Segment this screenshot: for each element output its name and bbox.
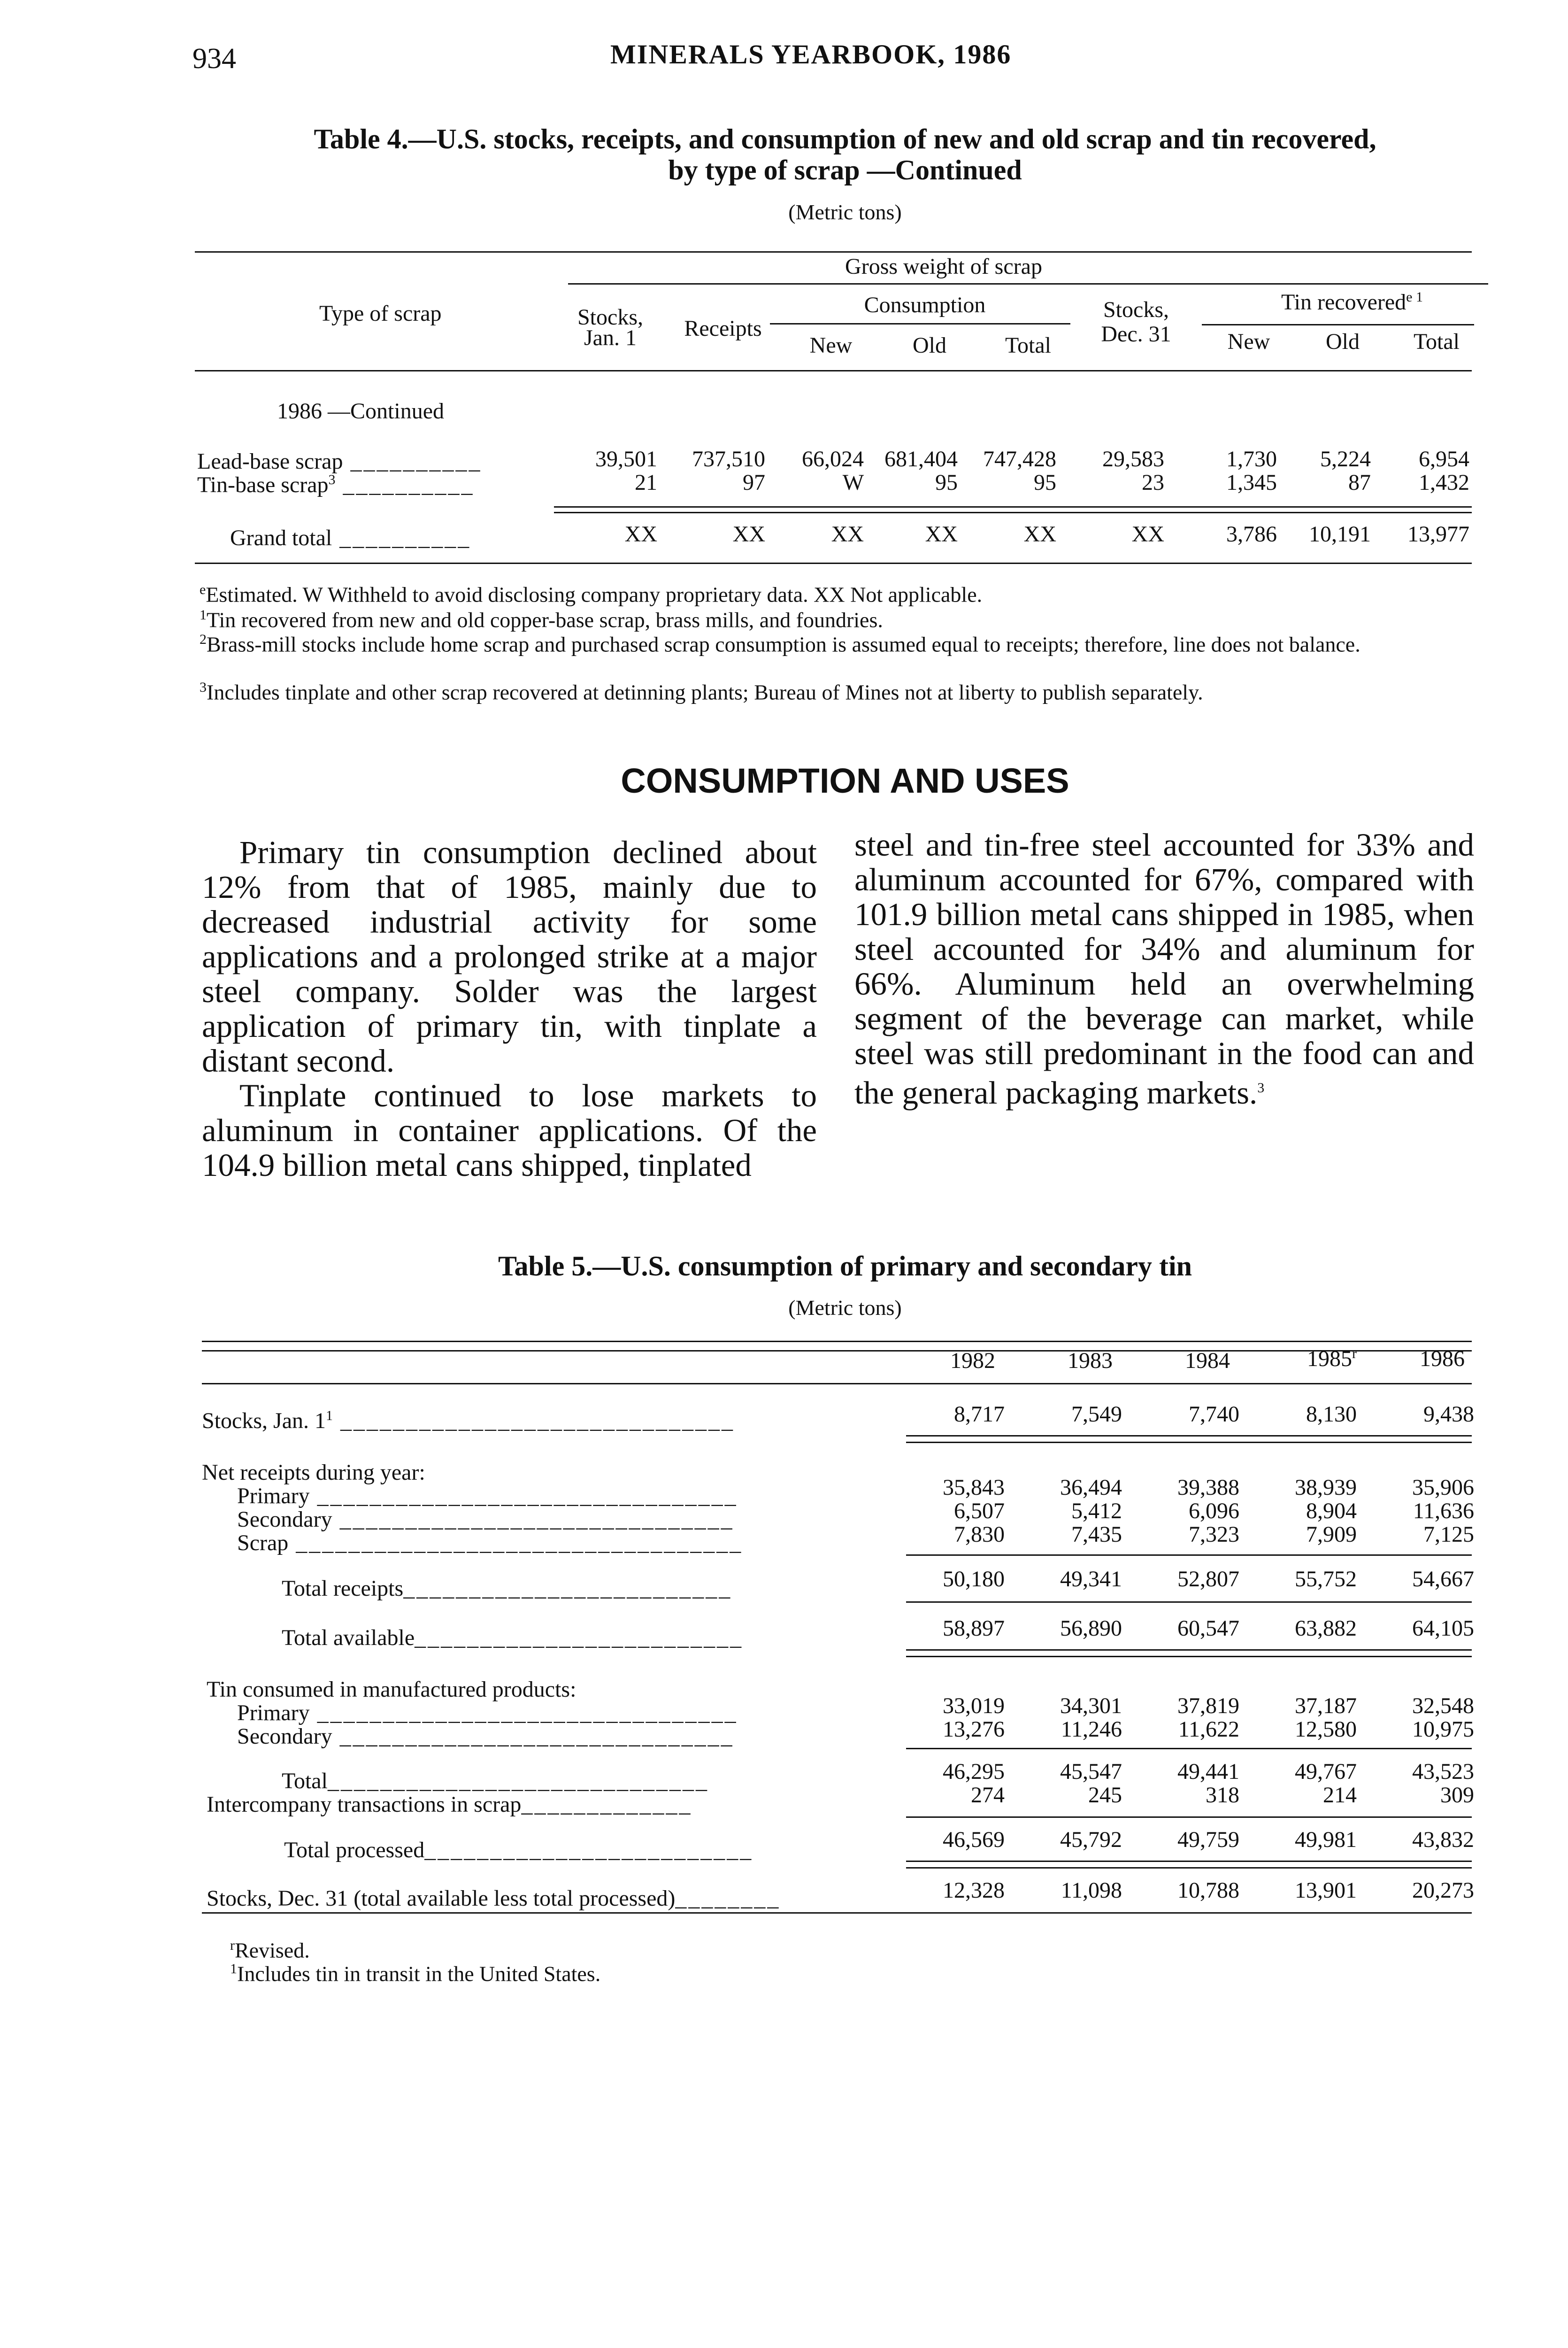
t5-scrap-1983: 7,435 — [1071, 1522, 1122, 1547]
t4-lead-tin-new: 1,730 — [1226, 447, 1277, 471]
t4-tin-tin-new: 1,345 — [1226, 470, 1277, 495]
t4-header-consumption: Consumption — [864, 293, 986, 317]
t5-stocks-jan-1983: 7,549 — [1071, 1402, 1122, 1427]
t5-c-primary-1986: 32,548 — [1412, 1693, 1474, 1718]
t5-total-processed-1982: 46,569 — [943, 1827, 1005, 1852]
t4-footnote-1: $^1$Tin recovered from new and old copper-base scrap, brass mills, and foundries. — [200, 607, 883, 632]
t5-footnote-r: $^r$Revised. — [230, 1938, 310, 1962]
t5-total-processed-1986: 43,832 — [1412, 1827, 1474, 1852]
t5-rule-a1 — [906, 1435, 1472, 1437]
t5-stocks-dec-1983: 11,098 — [1061, 1878, 1122, 1903]
t4-tin-tin-total: 1,432 — [1419, 470, 1469, 495]
t4-header-old: Old — [913, 333, 946, 358]
t4-year-label: 1986 —Continued — [277, 399, 444, 424]
t5-c-primary-1984: 37,819 — [1177, 1693, 1239, 1718]
t4-header-tin-new: New — [1227, 329, 1270, 354]
t4-gt-new: XX — [831, 522, 864, 547]
right-paragraph-1: steel and tin-free steel accounted for 33% and aluminum accounted for 67%, compared with 101.9 billion metal cans shipped in 1985, when steel accounted for 34% and aluminum for 66%. Aluminum held an overwhelming segment of the beverage can market, while steel was still predominant in the food can and the general packaging markets.$^3$ — [854, 827, 1474, 1111]
table5-title: Table 5.—U.S. consumption of primary and secondary tin — [498, 1251, 1192, 1282]
t4-tin-receipts: 97 — [743, 470, 765, 495]
t5-top-rule — [202, 1341, 1472, 1342]
table4-title-line1: Table 4.—U.S. stocks, receipts, and consumption of new and old scrap and tin recovered, — [314, 124, 1376, 154]
t4-header-stocks-jan-1: Stocks, — [577, 305, 643, 330]
t5-total-available-1985: 63,882 — [1295, 1616, 1357, 1641]
t4-header-bottom-rule — [195, 370, 1472, 371]
t5-bottom-rule — [202, 1912, 1472, 1914]
t5-year-1986: 1986 — [1420, 1346, 1465, 1371]
t5-primary-1982: 35,843 — [943, 1475, 1005, 1500]
t4-tin-tin-old: 87 — [1348, 470, 1371, 495]
t5-primary-1985: 38,939 — [1295, 1475, 1357, 1500]
left-column — [202, 835, 817, 1182]
t5-scrap-1984: 7,323 — [1189, 1522, 1239, 1547]
t5-rule-d2 — [906, 1656, 1472, 1657]
t4-tin-new: W — [842, 470, 864, 495]
t4-header-stocks-jan-2: Jan. 1 — [584, 325, 637, 350]
t5-total-receipts-1982: 50,180 — [943, 1567, 1005, 1591]
t5-rule-d1 — [906, 1649, 1472, 1651]
t4-lead-new: 66,024 — [802, 447, 864, 471]
t4-gt-stocks-jan: XX — [624, 522, 657, 547]
t5-total-available-label: Total available_________________________ — [282, 1625, 744, 1650]
t5-total-processed-1983: 45,792 — [1060, 1827, 1122, 1852]
t5-c-total-1986: 43,523 — [1412, 1759, 1474, 1784]
t4-header-receipts: Receipts — [684, 316, 762, 341]
t4-lead-old: 681,404 — [884, 447, 958, 471]
t4-sum-rule-2 — [554, 512, 1472, 513]
t4-tin-rule — [1202, 324, 1474, 325]
t4-header-tin-recovered: Tin recovered$^{e 1}$ — [1281, 289, 1423, 315]
t5-c-total-1984: 49,441 — [1177, 1759, 1239, 1784]
t5-c-total-1985: 49,767 — [1295, 1759, 1357, 1784]
section-heading: CONSUMPTION AND USES — [621, 761, 1069, 800]
t5-c-primary-1985: 37,187 — [1295, 1693, 1357, 1718]
page-number: 934 — [192, 43, 236, 75]
left-paragraph-2: Tinplate continued to lose markets to aluminum in container applications. Of the 104.9 billion metal cans shipped, tinplated — [202, 1078, 817, 1183]
t5-secondary-1984: 6,096 — [1189, 1498, 1239, 1523]
t5-year-1984: 1984 — [1185, 1348, 1230, 1373]
t4-header-tin-old: Old — [1326, 329, 1360, 354]
t5-total-receipts-1985: 55,752 — [1295, 1567, 1357, 1591]
table5-units: (Metric tons) — [788, 1296, 902, 1320]
t4-gross-rule — [568, 283, 1488, 285]
t4-lead-tin-total: 6,954 — [1419, 447, 1469, 471]
t5-rule-g1 — [906, 1861, 1472, 1862]
t5-c-secondary-1982: 13,276 — [943, 1717, 1005, 1742]
table4-title-line2: by type of scrap —Continued — [668, 154, 1022, 185]
t5-scrap-1985: 7,909 — [1306, 1522, 1357, 1547]
t5-c-primary-label: Primary ________________________________ — [237, 1700, 738, 1725]
t5-c-total-1983: 45,547 — [1060, 1759, 1122, 1784]
t4-gt-tin-new: 3,786 — [1226, 522, 1277, 547]
t5-rule-e — [906, 1748, 1472, 1749]
t4-tin-stocks-dec: 23 — [1142, 470, 1164, 495]
t5-total-available-1982: 58,897 — [943, 1616, 1005, 1641]
t4-lead-total: 747,428 — [983, 447, 1056, 471]
t5-c-secondary-1985: 12,580 — [1295, 1717, 1357, 1742]
t4-tin-stocks-jan: 21 — [635, 470, 657, 495]
t5-rule-g2 — [906, 1867, 1472, 1869]
t5-c-secondary-1986: 10,975 — [1412, 1717, 1474, 1742]
t5-year-1982: 1982 — [950, 1348, 995, 1373]
t4-grand-total-label: Grand total __________ — [230, 525, 471, 550]
t5-footnote-1: $^1$Includes tin in transit in the United States. — [230, 1961, 601, 1986]
left-paragraph-1: Primary tin consumption declined about 12% from that of 1985, mainly due to decreased industrial activity for some applications and a prolonged strike at a major steel company. Solder was the largest application of primary tin, with tinplate a distant second. — [202, 834, 817, 1079]
t5-total-receipts-1984: 52,807 — [1177, 1567, 1239, 1591]
t4-header-stocks-dec-2: Dec. 31 — [1101, 322, 1171, 347]
t4-bottom-rule — [195, 563, 1472, 564]
t5-consumed-label: Tin consumed in manufactured products: — [207, 1677, 576, 1702]
running-head: MINERALS YEARBOOK, 1986 — [610, 39, 1012, 70]
t4-gt-receipts: XX — [732, 522, 765, 547]
t5-primary-label: Primary ________________________________ — [237, 1483, 738, 1508]
t4-header-total: Total — [1005, 333, 1051, 358]
t5-secondary-1982: 6,507 — [954, 1498, 1005, 1523]
t4-tin-old: 95 — [935, 470, 958, 495]
t5-total-processed-1985: 49,981 — [1295, 1827, 1357, 1852]
t5-total-available-1986: 64,105 — [1412, 1616, 1474, 1641]
t5-stocks-jan-1985: 8,130 — [1306, 1402, 1357, 1427]
t5-stocks-jan-1984: 7,740 — [1189, 1402, 1239, 1427]
t5-intercompany-1985: 214 — [1323, 1783, 1357, 1807]
table4-top-rule — [195, 251, 1472, 253]
t5-rule-c — [906, 1601, 1472, 1603]
t4-header-type: Type of scrap — [319, 301, 442, 326]
t5-intercompany-1983: 245 — [1088, 1783, 1122, 1807]
t4-row-lead-label: Lead-base scrap __________ — [197, 449, 482, 474]
t4-sum-rule-1 — [554, 506, 1472, 508]
t5-total-available-1983: 56,890 — [1060, 1616, 1122, 1641]
t5-intercompany-1982: 274 — [971, 1783, 1005, 1807]
t5-intercompany-1984: 318 — [1206, 1783, 1239, 1807]
t4-lead-stocks-jan: 39,501 — [595, 447, 657, 471]
t4-lead-tin-old: 5,224 — [1320, 447, 1371, 471]
t4-header-gross: Gross weight of scrap — [845, 254, 1042, 279]
t5-stocks-dec-1985: 13,901 — [1295, 1878, 1357, 1903]
t4-header-new: New — [809, 333, 853, 358]
t5-intercompany-label: Intercompany transactions in scrap_____________ — [207, 1792, 692, 1817]
t5-total-receipts-1983: 49,341 — [1060, 1567, 1122, 1591]
t5-stocks-dec-1984: 10,788 — [1177, 1878, 1239, 1903]
t4-gt-tin-old: 10,191 — [1309, 522, 1371, 547]
t5-rule-b — [906, 1554, 1472, 1556]
t5-year-1985: 1985$^r$ — [1307, 1346, 1357, 1371]
t4-gt-stocks-dec: XX — [1131, 522, 1164, 547]
t4-header-tin-total: Total — [1414, 329, 1460, 354]
right-column — [854, 827, 1474, 1110]
t5-primary-1983: 36,494 — [1060, 1475, 1122, 1500]
t5-c-primary-1982: 33,019 — [943, 1693, 1005, 1718]
t4-gt-old: XX — [925, 522, 958, 547]
t5-scrap-label: Scrap __________________________________ — [237, 1530, 743, 1555]
t5-stocks-jan-1982: 8,717 — [954, 1402, 1005, 1427]
t5-c-total-label: Total_____________________________ — [282, 1769, 709, 1793]
table4-units: (Metric tons) — [788, 200, 902, 224]
t5-total-available-1984: 60,547 — [1177, 1616, 1239, 1641]
t4-footnote-3: $^3$Includes tinplate and other scrap recovered at detinning plants; Bureau of Mines not at liberty to publish separately. — [200, 680, 1203, 704]
t5-secondary-1986: 11,636 — [1413, 1498, 1474, 1523]
t5-stocks-jan-label: Stocks, Jan. $1^1$ ______________________________ — [202, 1408, 735, 1433]
t5-rule-a2 — [906, 1442, 1472, 1443]
t5-primary-1986: 35,906 — [1412, 1475, 1474, 1500]
t5-scrap-1986: 7,125 — [1423, 1522, 1474, 1547]
t5-secondary-1985: 8,904 — [1306, 1498, 1357, 1523]
t4-gt-tin-total: 13,977 — [1407, 522, 1469, 547]
t5-secondary-label: Secondary ______________________________ — [237, 1507, 734, 1532]
t5-rule-f — [906, 1816, 1472, 1818]
t5-total-processed-label: Total processed_________________________ — [284, 1838, 753, 1862]
t4-footnote-e: $^e$Estimated. W Withheld to avoid disclosing company proprietary data. XX Not applicable. — [200, 582, 983, 607]
t5-c-primary-1983: 34,301 — [1060, 1693, 1122, 1718]
t5-total-processed-1984: 49,759 — [1177, 1827, 1239, 1852]
t5-header-rule — [202, 1383, 1472, 1384]
t5-c-secondary-1983: 11,246 — [1061, 1717, 1122, 1742]
t4-gt-total: XX — [1023, 522, 1056, 547]
t5-primary-1984: 39,388 — [1177, 1475, 1239, 1500]
t4-header-stocks-dec-1: Stocks, — [1103, 297, 1169, 322]
t5-secondary-1983: 5,412 — [1071, 1498, 1122, 1523]
t5-intercompany-1986: 309 — [1440, 1783, 1474, 1807]
t5-c-total-1982: 46,295 — [943, 1759, 1005, 1784]
t5-total-receipts-1986: 54,667 — [1412, 1567, 1474, 1591]
t4-consumption-rule — [770, 323, 1070, 324]
t5-total-receipts-label: Total receipts_________________________ — [282, 1576, 732, 1601]
t5-stocks-dec-1986: 20,273 — [1412, 1878, 1474, 1903]
t5-stocks-dec-1982: 12,328 — [943, 1878, 1005, 1903]
t5-net-receipts-label: Net receipts during year: — [202, 1460, 425, 1485]
t5-stocks-dec-label: Stocks, Dec. 31 (total available less total processed)________ — [207, 1886, 781, 1911]
t5-scrap-1982: 7,830 — [954, 1522, 1005, 1547]
t5-stocks-jan-1986: 9,438 — [1423, 1402, 1474, 1427]
t4-tin-total: 95 — [1034, 470, 1056, 495]
t5-year-1983: 1983 — [1068, 1348, 1113, 1373]
t4-lead-receipts: 737,510 — [692, 447, 765, 471]
t5-c-secondary-1984: 11,622 — [1178, 1717, 1239, 1742]
t4-lead-stocks-dec: 29,583 — [1102, 447, 1164, 471]
t4-footnote-2: $^2$Brass-mill stocks include home scrap and purchased scrap consumption is assumed equal to receipts; therefore, line does not balance. — [200, 632, 1360, 657]
t5-c-secondary-label: Secondary ______________________________ — [237, 1724, 734, 1749]
t4-row-tin-label: Tin-base scrap$^3$ __________ — [197, 472, 475, 497]
